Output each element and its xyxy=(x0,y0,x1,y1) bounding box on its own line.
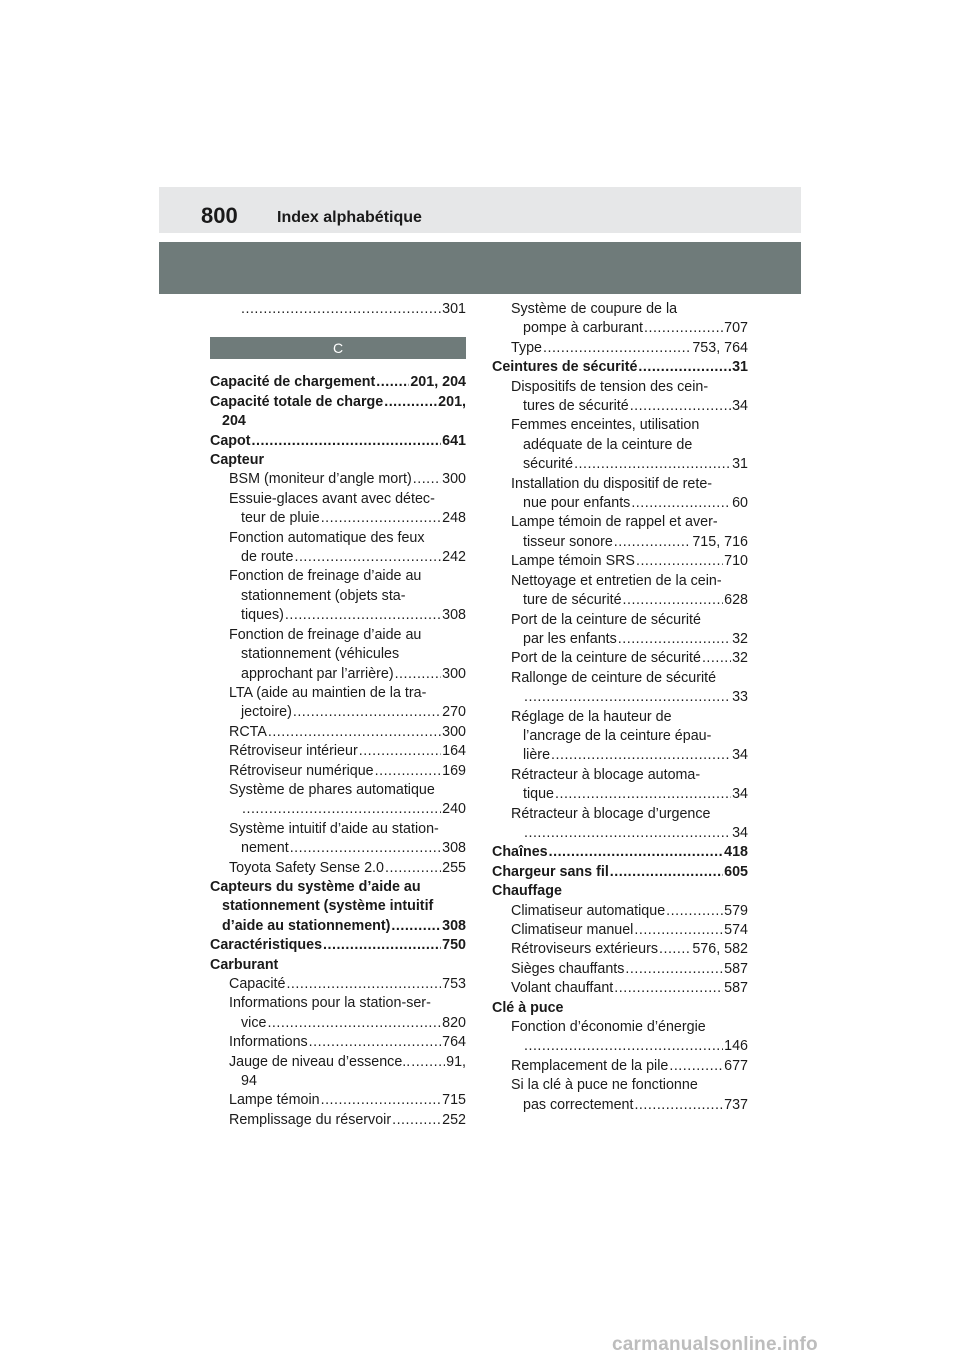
entry-line: Système de coupure de la xyxy=(511,301,678,317)
entry-line: l’ancrage de la ceinture épau- xyxy=(523,727,712,744)
entry-text: Port de la ceinture de sécurité xyxy=(511,650,701,667)
page-ref: 737 xyxy=(724,1096,748,1113)
entry-text: Caractéristiques xyxy=(210,937,323,954)
page-ref: 32 xyxy=(732,650,748,667)
leader-dots xyxy=(618,630,731,649)
entry-text: Remplacement de la pile xyxy=(511,1057,669,1074)
entry-text: Chaînes xyxy=(492,844,548,861)
index-entry xyxy=(492,999,748,1018)
entry-text: Capot xyxy=(210,432,251,449)
page-ref: 710 xyxy=(724,553,748,570)
page-ref: 308 xyxy=(442,607,466,624)
index-entry xyxy=(210,723,466,742)
index-entry xyxy=(210,762,466,781)
index-entry-row xyxy=(210,839,466,858)
leader-dots xyxy=(267,1014,441,1033)
entry-line: Capteurs du système d’aide au xyxy=(210,878,421,895)
index-entry-row xyxy=(492,1096,748,1115)
index-entry xyxy=(210,1111,466,1130)
index-entry-row xyxy=(492,1037,748,1056)
page-ref: 300 xyxy=(442,723,466,740)
leader-dots xyxy=(268,723,441,742)
index-entry xyxy=(210,393,466,432)
index-entry xyxy=(492,1076,748,1115)
index-entry xyxy=(492,921,748,940)
page-ref: 201, 204 xyxy=(410,374,466,391)
index-entry-row xyxy=(210,373,466,392)
index-entry xyxy=(210,432,466,451)
entry-text: pompe à carburant xyxy=(523,320,644,337)
index-entry xyxy=(492,669,748,708)
entry-line: Système intuitif d’aide au station- xyxy=(229,820,439,837)
index-entry-row xyxy=(492,533,748,552)
leader-dots xyxy=(555,785,731,804)
page-ref: 31 xyxy=(732,456,748,473)
index-entry-row xyxy=(210,393,466,412)
entry-text: Lampe témoin xyxy=(229,1092,320,1109)
leader-dots xyxy=(323,936,441,955)
page-ref: 33 xyxy=(732,689,748,706)
index-entry xyxy=(492,572,748,611)
index-entry xyxy=(210,490,466,529)
entry-line: Fonction de freinage d’aide au xyxy=(229,626,422,643)
index-entry xyxy=(492,979,748,998)
leader-dots xyxy=(321,509,441,528)
leader-dots xyxy=(524,688,731,707)
page-ref: 34 xyxy=(732,786,748,803)
index-entry xyxy=(492,649,748,668)
page-ref: 248 xyxy=(442,510,466,527)
index-entry xyxy=(492,902,748,921)
entry-text: Toyota Safety Sense 2.0 xyxy=(229,859,384,876)
letter-heading: C xyxy=(210,337,466,359)
entry-text: Rétroviseur numérique xyxy=(229,762,374,779)
index-entry xyxy=(492,552,748,571)
index-entry-row xyxy=(210,432,466,451)
entry-line: Si la clé à puce ne fonctionne xyxy=(511,1077,698,1094)
entry-line: Rétracteur à blocage d’urgence xyxy=(511,805,711,822)
index-entry-row xyxy=(492,921,748,940)
leader-dots xyxy=(638,358,731,377)
index-entry xyxy=(492,378,748,417)
entry-text: Lampe témoin SRS xyxy=(511,553,635,570)
entry-text: Type xyxy=(511,339,542,356)
page-title: Index alphabétique xyxy=(277,209,422,226)
leader-dots xyxy=(631,494,731,513)
entry-line: Rallonge de ceinture de sécurité xyxy=(511,669,717,686)
index-entry-row xyxy=(492,688,748,707)
entry-line: Essuie-glaces avant avec détec- xyxy=(229,490,435,507)
entry-wrap: 94 xyxy=(241,1073,257,1090)
index-entry-row xyxy=(492,824,748,843)
entry-text: Capacité totale de charge xyxy=(210,393,384,410)
leader-dots xyxy=(669,1057,723,1076)
index-entry-row xyxy=(492,785,748,804)
entry-line: Installation du dispositif de rete- xyxy=(511,475,713,492)
leader-dots xyxy=(359,742,441,761)
leader-dots xyxy=(242,800,441,819)
index-entry-row xyxy=(210,1053,466,1072)
index-entry-row xyxy=(492,358,748,377)
page-ref: 641 xyxy=(442,432,466,449)
index-entry-row xyxy=(492,960,748,979)
leader-dots xyxy=(252,432,442,451)
index-entry xyxy=(210,878,466,936)
index-entry-row xyxy=(492,863,748,882)
page-ref: 753 xyxy=(442,976,466,992)
index-entries-left xyxy=(210,373,466,1130)
index-entry xyxy=(492,863,748,882)
index-entry-row xyxy=(492,1057,748,1076)
leader-dots xyxy=(385,859,441,878)
leader-dots xyxy=(294,548,441,567)
index-entry-row xyxy=(210,606,466,625)
entry-heading: Chauffage xyxy=(492,883,562,900)
leader-dots xyxy=(659,940,691,959)
page-ref: 34 xyxy=(732,747,748,764)
entry-text: Rétroviseur intérieur xyxy=(229,743,358,760)
leader-dots xyxy=(666,902,723,921)
index-entry xyxy=(492,513,748,552)
index-entry-row xyxy=(492,902,748,921)
index-entry xyxy=(492,300,748,339)
leader-dots xyxy=(384,393,437,412)
entry-text: de route xyxy=(241,549,294,566)
entry-text: tiques) xyxy=(241,607,284,624)
index-entry xyxy=(492,416,748,474)
index-entry xyxy=(492,1018,748,1057)
page-ref: 169 xyxy=(442,762,466,779)
leader-dots xyxy=(413,470,441,489)
index-entry-row xyxy=(492,591,748,610)
page-ref: 764 xyxy=(442,1034,466,1051)
leader-dots xyxy=(644,319,723,338)
index-entry xyxy=(210,529,466,568)
entry-heading: Clé à puce xyxy=(492,999,564,1016)
page-ref: 418 xyxy=(724,844,748,861)
entry-line: adéquate de la ceinture de xyxy=(523,436,693,453)
index-entry xyxy=(210,820,466,859)
entry-text: pas correctement xyxy=(523,1096,634,1113)
page-number: 800 xyxy=(201,203,238,228)
index-column-left xyxy=(210,300,466,1130)
entry-line: Réglage de la hauteur de xyxy=(511,708,672,725)
index-entry-row xyxy=(210,975,466,994)
entry-text: tique xyxy=(523,786,555,803)
page-ref: 308 xyxy=(442,840,466,857)
entry-line: Dispositifs de tension des cein- xyxy=(511,378,709,395)
index-entry xyxy=(210,742,466,761)
page-ref: 300 xyxy=(442,471,466,488)
leader-dots xyxy=(321,1091,442,1110)
index-entry xyxy=(210,451,466,470)
entry-text: Jauge de niveau d’essence.. xyxy=(229,1053,411,1070)
entry-text: Ceintures de sécurité xyxy=(492,359,638,376)
index-entry-row xyxy=(492,979,748,998)
entry-text: nement xyxy=(241,840,289,857)
index-entry xyxy=(210,567,466,625)
page-ref: 240 xyxy=(442,801,466,818)
leader-dots xyxy=(285,606,441,625)
index-entry xyxy=(492,358,748,377)
entry-text: BSM (moniteur d’angle mort) xyxy=(229,471,412,488)
leader-dots xyxy=(524,824,731,843)
entry-text: Remplissage du réservoir xyxy=(229,1111,392,1128)
index-entry-row xyxy=(492,746,748,765)
entry-text: d’aide au stationnement) xyxy=(222,917,391,934)
entry-wrap: 204 xyxy=(222,413,246,430)
entry-text: nue pour enfants xyxy=(523,495,631,512)
index-entry-row xyxy=(210,665,466,684)
page-ref: 300 xyxy=(442,665,466,682)
index-entry xyxy=(492,940,748,959)
page-ref: 750 xyxy=(442,937,466,954)
entry-line: Fonction automatique des feux xyxy=(229,529,425,546)
entry-text: vice xyxy=(241,1014,267,1031)
index-entry xyxy=(492,611,748,650)
leader-dots xyxy=(391,917,441,936)
header-band xyxy=(159,242,801,294)
page-ref: 252 xyxy=(442,1111,466,1128)
index-entry xyxy=(210,1033,466,1052)
page-ref: 91, xyxy=(446,1053,466,1070)
index-entry xyxy=(210,470,466,489)
entry-text: Capacité xyxy=(229,976,286,992)
index-entry-row xyxy=(492,397,748,416)
leader-dots xyxy=(376,373,409,392)
page-ref: 587 xyxy=(724,960,748,977)
page-ref: 255 xyxy=(442,859,466,876)
entry-line: Lampe témoin de rappel et aver- xyxy=(511,514,718,531)
entry-text: lière xyxy=(523,747,551,764)
leader-dots xyxy=(392,1111,441,1130)
index-entry-row xyxy=(492,552,748,571)
entry-text: sécurité xyxy=(523,456,574,473)
index-entry xyxy=(492,766,748,805)
entry-text: jectoire) xyxy=(241,704,292,721)
page-ref: 60 xyxy=(732,495,748,512)
index-entry-row xyxy=(210,800,466,819)
page-ref: 34 xyxy=(732,398,748,415)
index-entry-row xyxy=(210,917,466,936)
index-entry-row xyxy=(210,723,466,742)
index-entry-row xyxy=(492,319,748,338)
leader-dots xyxy=(395,665,442,684)
index-entry xyxy=(210,956,466,975)
entry-text: par les enfants xyxy=(523,630,617,647)
entry-text: ture de sécurité xyxy=(523,592,622,609)
entry-line: Femmes enceintes, utilisation xyxy=(511,417,700,434)
entry-line: LTA (aide au maintien de la tra- xyxy=(229,684,427,701)
index-entry-row xyxy=(210,548,466,567)
page-ref: 308 xyxy=(442,917,466,934)
index-column-right xyxy=(492,300,748,1115)
index-entry xyxy=(492,843,748,862)
leader-dots xyxy=(551,746,731,765)
index-entry xyxy=(210,626,466,684)
index-entry xyxy=(210,859,466,878)
index-entry xyxy=(210,781,466,820)
page-ref: 820 xyxy=(442,1014,466,1031)
index-entry-row xyxy=(492,843,748,862)
index-entry xyxy=(492,960,748,979)
leader-dots xyxy=(610,863,723,882)
entry-line: Rétracteur à blocage automa- xyxy=(511,766,701,783)
entry-text: tures de sécurité xyxy=(523,398,629,415)
entry-line: Nettoyage et entretien de la cein- xyxy=(511,572,722,589)
entry-text: Climatiseur automatique xyxy=(511,902,666,919)
entry-line: Port de la ceinture de sécurité xyxy=(511,611,701,628)
page-ref: 201, xyxy=(438,393,466,410)
page-ref: 677 xyxy=(724,1057,748,1074)
page-ref: 146 xyxy=(724,1038,748,1055)
leader-dots xyxy=(309,1033,441,1052)
index-entry xyxy=(492,805,748,844)
index-entry-continuation: ..... 301 xyxy=(210,300,466,319)
page-ref: 576, 582 xyxy=(692,941,748,958)
page-ref: 715 xyxy=(442,1092,466,1109)
index-entry-row xyxy=(210,703,466,722)
index-entry xyxy=(210,1091,466,1110)
leader-dots xyxy=(634,921,723,940)
index-entry-row xyxy=(492,455,748,474)
index-entry-row xyxy=(492,630,748,649)
index-entry-row xyxy=(210,936,466,955)
entry-text: Informations xyxy=(229,1034,308,1051)
entry-line: stationnement (système intuitif xyxy=(222,898,434,915)
index-entry xyxy=(492,475,748,514)
page-ref: 715, 716 xyxy=(692,533,748,550)
page-ref: 753, 764 xyxy=(692,339,748,356)
index-entry xyxy=(210,1053,466,1092)
index-entry-row xyxy=(210,470,466,489)
page-ref: 31 xyxy=(732,359,748,376)
entry-line: Fonction de freinage d’aide au xyxy=(229,568,422,585)
page-ref: 707 xyxy=(724,320,748,337)
page-ref: 579 xyxy=(724,902,748,919)
leader-dots xyxy=(375,762,442,781)
page-ref: 574 xyxy=(724,922,748,938)
leader-dots xyxy=(634,1096,723,1115)
index-entries-right xyxy=(492,300,748,1115)
entry-line: Fonction d’économie d’énergie xyxy=(511,1019,706,1036)
entry-line: Informations pour la station-ser- xyxy=(229,995,431,1012)
index-entry xyxy=(492,882,748,901)
header-bar xyxy=(159,187,801,233)
leader-dots xyxy=(524,1037,723,1056)
page-ref: 628 xyxy=(724,592,748,609)
leader-dots xyxy=(630,397,731,416)
entry-text: RCTA xyxy=(229,723,267,740)
leader-dots xyxy=(543,339,691,358)
leader-dots xyxy=(702,649,731,668)
entry-heading: Carburant xyxy=(210,956,279,973)
entry-text: tisseur sonore xyxy=(523,533,613,550)
page-ref: 242 xyxy=(442,549,466,566)
index-entry-row xyxy=(210,859,466,878)
index-entry-row xyxy=(210,1014,466,1033)
index-entry-row xyxy=(210,742,466,761)
leader-dots xyxy=(574,455,731,474)
index-entry xyxy=(492,339,748,358)
index-entry xyxy=(492,1057,748,1076)
leader-dots xyxy=(636,552,723,571)
index-entry-row xyxy=(210,1111,466,1130)
index-entry xyxy=(210,975,466,994)
leader-dots xyxy=(290,839,441,858)
index-entry-row xyxy=(492,649,748,668)
entry-heading: Capteur xyxy=(210,452,265,469)
entry-text: teur de pluie xyxy=(241,510,320,527)
leader-dots xyxy=(614,533,692,552)
index-entry-row xyxy=(210,762,466,781)
page-ref: 605 xyxy=(724,863,748,880)
leader-dots xyxy=(614,979,723,998)
leader-dots xyxy=(623,591,724,610)
entry-line: stationnement (véhicules xyxy=(241,646,400,663)
leader-dots xyxy=(625,960,723,979)
index-entry-row xyxy=(210,1033,466,1052)
index-entry-row xyxy=(492,940,748,959)
page-ref: 587 xyxy=(724,980,748,997)
index-entry xyxy=(210,684,466,723)
index-entry-row xyxy=(492,494,748,513)
leader-dots xyxy=(549,843,724,862)
page-ref: 32 xyxy=(732,630,748,647)
leader-dots xyxy=(293,703,441,722)
entry-text: Chargeur sans fil xyxy=(492,863,609,880)
leader-dots xyxy=(286,975,441,994)
page-ref: 270 xyxy=(442,704,466,721)
entry-text: Rétroviseurs extérieurs xyxy=(511,941,658,958)
index-entry xyxy=(210,994,466,1033)
index-entry-row xyxy=(210,509,466,528)
leader-dots xyxy=(411,1053,445,1072)
page-ref: 34 xyxy=(732,824,748,841)
entry-text: approchant par l’arrière) xyxy=(241,665,394,682)
index-entry-row xyxy=(492,339,748,358)
watermark-logo: carmanualsonline.info xyxy=(612,1334,818,1355)
index-entry xyxy=(210,936,466,955)
entry-line: stationnement (objets sta- xyxy=(241,587,406,604)
entry-text: Climatiseur manuel xyxy=(511,922,634,938)
index-entry-row xyxy=(210,1091,466,1110)
entry-text: Volant chauffant xyxy=(511,980,614,997)
index-entry xyxy=(210,373,466,392)
page-ref: 164 xyxy=(442,743,466,760)
entry-text: Capacité de chargement xyxy=(210,374,376,391)
index-entry xyxy=(492,708,748,766)
entry-line: Système de phares automatique xyxy=(229,781,435,798)
entry-text: Sièges chauffants xyxy=(511,960,625,977)
